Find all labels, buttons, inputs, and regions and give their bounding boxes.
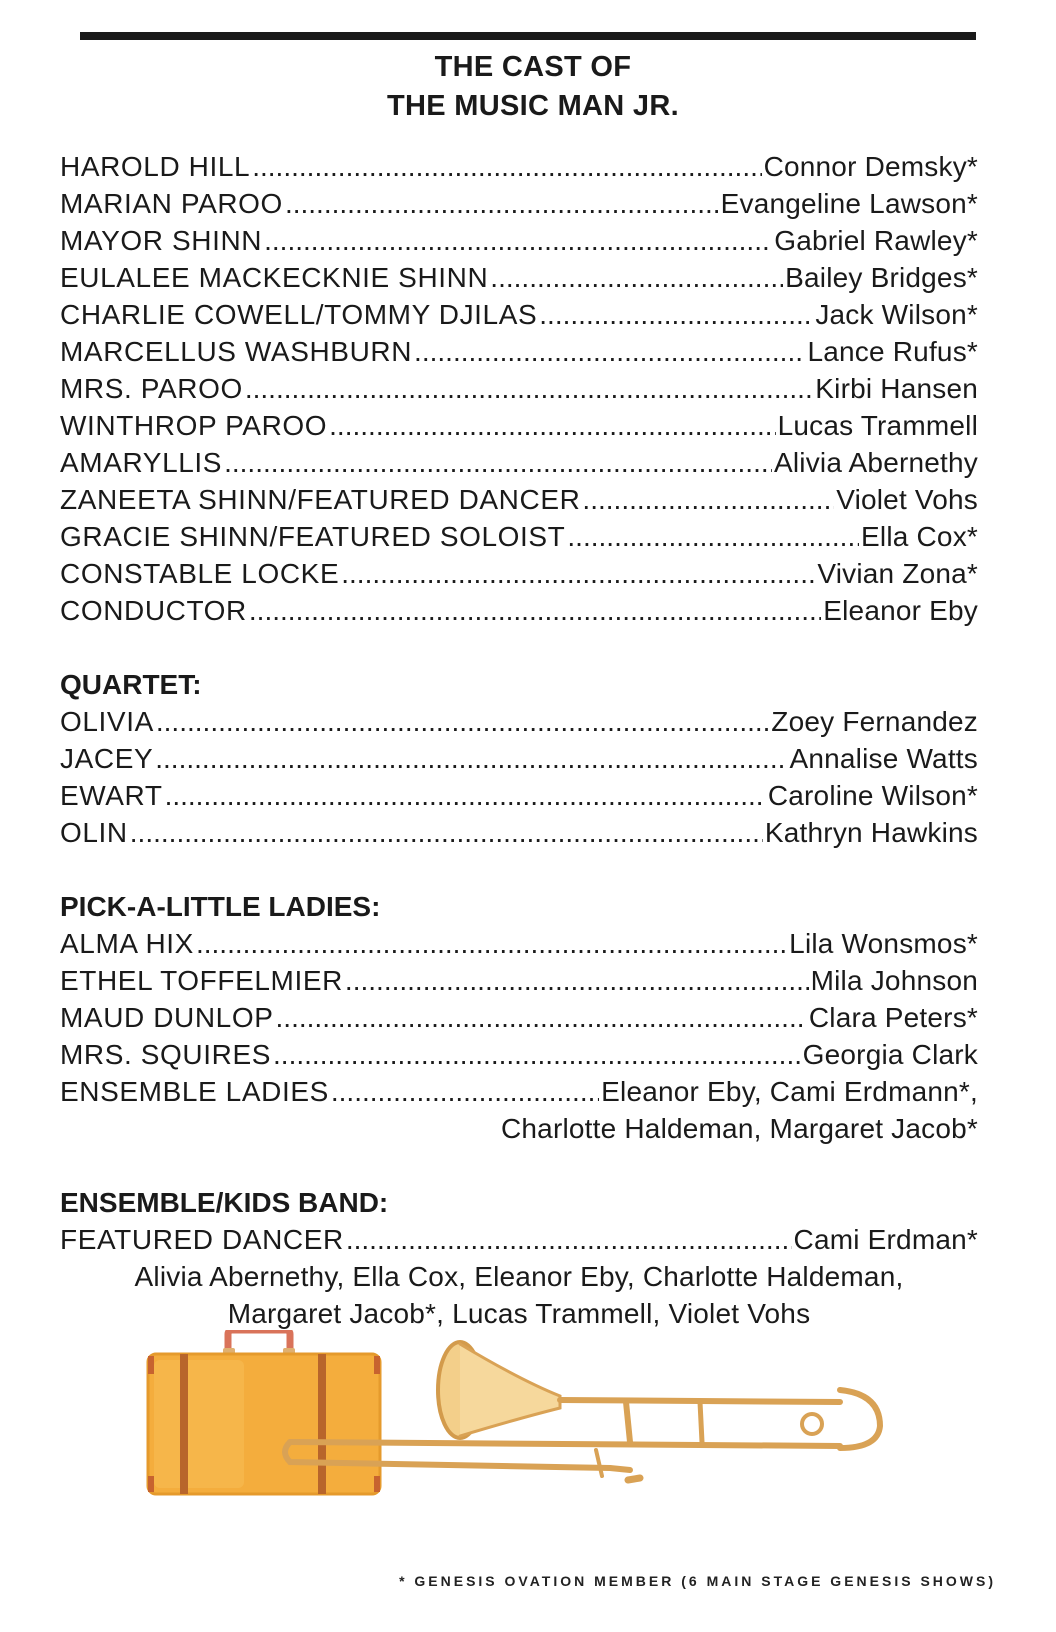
cast-line — [60, 222, 978, 259]
actor-name: Kirbi Hansen — [815, 373, 978, 404]
role-name: MRS. PAROO — [60, 373, 243, 404]
title-line-2: THE MUSIC MAN JR. — [387, 90, 679, 122]
actor-name: Gabriel Rawley* — [774, 225, 978, 256]
actor-name: Lila Wonsmos* — [789, 928, 978, 959]
dot-leader — [252, 148, 761, 185]
cast-line — [60, 444, 978, 481]
ensemble-names-line-1: Alivia Abernethy, Ella Cox, Eleanor Eby, Charlotte Haldeman, — [134, 1261, 904, 1292]
ladies-list — [60, 925, 978, 1110]
dot-leader — [539, 296, 813, 333]
suitcase-trombone-illustration — [140, 1330, 920, 1510]
quartet-section — [60, 666, 978, 851]
title-line-1: THE CAST OF — [434, 51, 632, 83]
cast-line — [60, 555, 978, 592]
role-name: AMARYLLIS — [60, 447, 223, 478]
actor-name: Jack Wilson* — [815, 299, 978, 330]
ensemble-names-line-2: Margaret Jacob*, Lucas Trammell, Violet Vohs — [227, 1298, 811, 1329]
cast-line — [60, 481, 978, 518]
section-heading: ENSEMBLE/KIDS BAND: — [60, 1187, 389, 1218]
role-name: FEATURED DANCER — [60, 1224, 344, 1255]
actor-name: Lucas Trammell — [777, 410, 978, 441]
dot-leader — [331, 1073, 599, 1110]
footnote: * GENESIS OVATION MEMBER (6 MAIN STAGE GENESIS SHOWS) — [399, 1573, 996, 1589]
cast-line — [60, 333, 978, 370]
dot-leader — [490, 259, 783, 296]
dot-leader — [196, 925, 787, 962]
actor-name: Eleanor Eby — [823, 595, 978, 626]
role-name: ETHEL TOFFELMIER — [60, 965, 343, 996]
role-name: WINTHROP PAROO — [60, 410, 328, 441]
cast-line — [60, 407, 978, 444]
cast-line — [60, 370, 978, 407]
actor-name: Kathryn Hawkins — [764, 817, 978, 848]
cast-line — [60, 814, 978, 851]
dot-leader — [285, 185, 719, 222]
section-heading: QUARTET: — [60, 669, 202, 700]
dot-leader — [155, 740, 787, 777]
ensemble-ladies-continuation: Charlotte Haldeman, Margaret Jacob* — [500, 1113, 978, 1144]
cast-line — [60, 777, 978, 814]
quartet-list — [60, 703, 978, 851]
cast-line — [60, 962, 978, 999]
role-name: GRACIE SHINN/FEATURED SOLOIST — [60, 521, 566, 552]
dot-leader — [156, 703, 769, 740]
cast-line — [60, 296, 978, 333]
role-name: MRS. SQUIRES — [60, 1039, 272, 1070]
role-name: CONDUCTOR — [60, 595, 247, 626]
actor-name: Violet Vohs — [836, 484, 978, 515]
actor-name: Vivian Zona* — [817, 558, 978, 589]
actor-name: Clara Peters* — [808, 1002, 978, 1033]
cast-line — [60, 740, 978, 777]
role-name: ALMA HIX — [60, 928, 194, 959]
role-name: ZANEETA SHINN/FEATURED DANCER — [60, 484, 581, 515]
dot-leader — [276, 999, 807, 1036]
dot-leader — [414, 333, 805, 370]
cast-line — [60, 148, 978, 185]
role-name: JACEY — [60, 743, 154, 774]
actor-name: Bailey Bridges* — [785, 262, 978, 293]
actor-name: Cami Erdman* — [793, 1224, 978, 1255]
actor-name: Evangeline Lawson* — [720, 188, 978, 219]
role-name: MAYOR SHINN — [60, 225, 263, 256]
cast-line — [60, 592, 978, 629]
ladies-section — [60, 888, 978, 1147]
dot-leader — [165, 777, 766, 814]
role-name: MARIAN PAROO — [60, 188, 283, 219]
role-name: ENSEMBLE LADIES — [60, 1076, 329, 1107]
actor-name: Alivia Abernethy — [774, 447, 978, 478]
role-name: CONSTABLE LOCKE — [60, 558, 340, 589]
cast-line — [60, 703, 978, 740]
dot-leader — [567, 518, 859, 555]
role-name: HAROLD HILL — [60, 151, 251, 182]
suitcase-icon — [148, 1330, 380, 1494]
dot-leader — [345, 962, 809, 999]
cast-line — [60, 1221, 978, 1258]
dot-leader — [130, 814, 763, 851]
ensemble-section — [60, 1184, 978, 1332]
dot-leader — [245, 370, 813, 407]
cast-line — [60, 925, 978, 962]
role-name: MARCELLUS WASHBURN — [60, 336, 413, 367]
dot-leader — [249, 592, 821, 629]
cast-line — [60, 185, 978, 222]
actor-name: Annalise Watts — [789, 743, 978, 774]
section-heading: PICK-A-LITTLE LADIES: — [60, 891, 381, 922]
role-name: EULALEE MACKECKNIE SHINN — [60, 262, 489, 293]
actor-name: Ella Cox* — [861, 521, 978, 552]
actor-name: Connor Demsky* — [763, 151, 978, 182]
role-name: MAUD DUNLOP — [60, 1002, 274, 1033]
dot-leader — [346, 1221, 792, 1258]
actor-name: Lance Rufus* — [807, 336, 978, 367]
cast-line — [60, 1073, 978, 1110]
cast-line — [60, 259, 978, 296]
dot-leader — [341, 555, 815, 592]
cast-line — [60, 518, 978, 555]
dot-leader — [273, 1036, 801, 1073]
dot-leader — [582, 481, 834, 518]
cast-roster — [60, 148, 978, 1332]
dot-leader — [264, 222, 772, 259]
dot-leader — [329, 407, 775, 444]
actor-name: Georgia Clark — [802, 1039, 978, 1070]
dot-leader — [224, 444, 772, 481]
page-title — [0, 48, 1056, 126]
role-name: OLIN — [60, 817, 128, 848]
cast-line — [60, 999, 978, 1036]
principals-list — [60, 148, 978, 629]
top-rule — [80, 32, 976, 40]
actor-name: Caroline Wilson* — [767, 780, 978, 811]
role-name: CHARLIE COWELL/TOMMY DJILAS — [60, 299, 538, 330]
role-name: EWART — [60, 780, 163, 811]
actor-name: Eleanor Eby, Cami Erdmann*, — [601, 1076, 978, 1107]
actor-name: Mila Johnson — [810, 965, 978, 996]
cast-line — [60, 1036, 978, 1073]
actor-name: Zoey Fernandez — [771, 706, 978, 737]
role-name: OLIVIA — [60, 706, 154, 737]
